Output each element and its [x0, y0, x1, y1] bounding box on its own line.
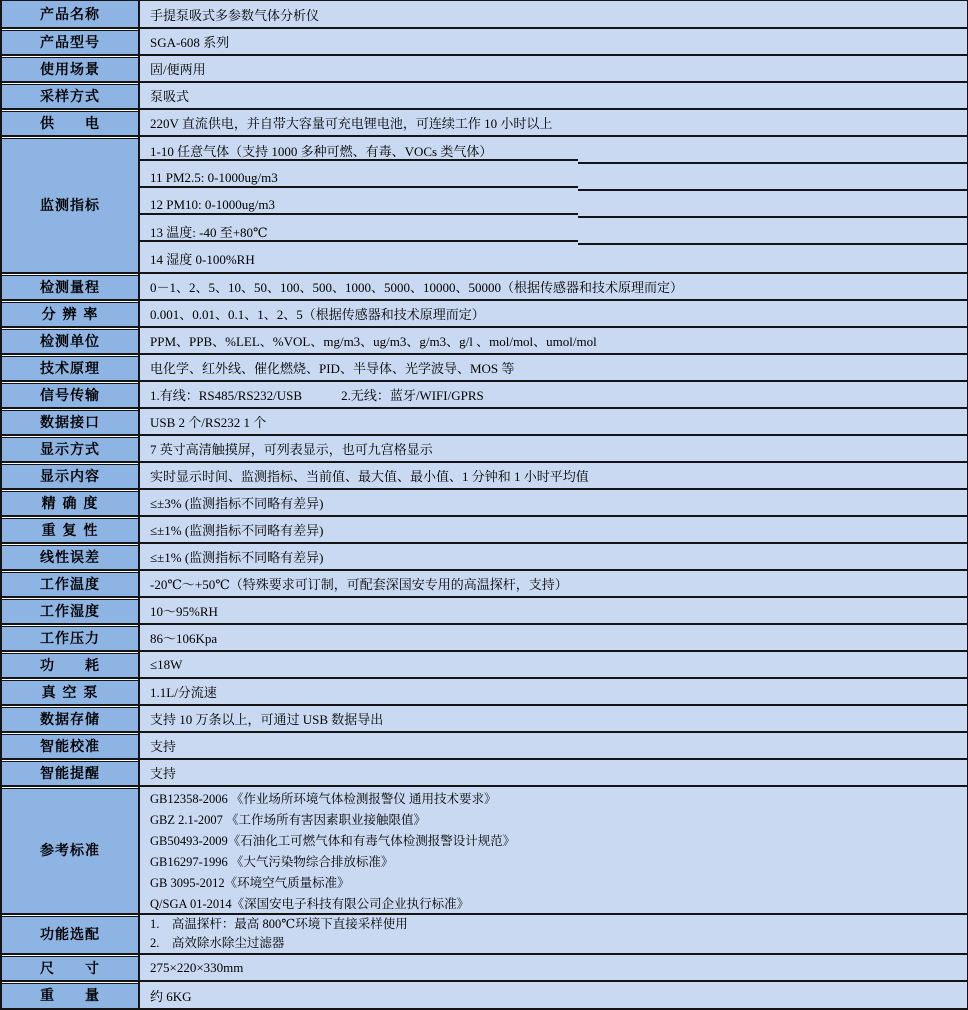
table-row [2, 434, 967, 461]
table-row [2, 272, 967, 299]
spec-value: 0.001、0.01、0.1、1、2、5（根据传感器和技术原理而定） [140, 301, 967, 326]
spec-value: 泵吸式 [140, 83, 967, 108]
spec-value: 支持 [140, 760, 967, 785]
spec-label: 功能选配 [2, 915, 140, 953]
spec-line: GB12358-2006 《作业场所环境气体检测报警仪 通用技术要求》 [150, 792, 497, 806]
spec-label: 检测量程 [2, 274, 140, 299]
spec-label: 重 复 性 [2, 517, 140, 542]
spec-value: SGA-608 系列 [140, 29, 967, 54]
spec-label: 检测单位 [2, 328, 140, 353]
table-row [2, 980, 967, 1008]
spec-label: 技术原理 [2, 355, 140, 380]
table-row [2, 461, 967, 488]
table-row [2, 326, 967, 353]
spec-label: 采样方式 [2, 83, 140, 108]
spec-label: 功 耗 [2, 652, 140, 677]
table-row [2, 135, 967, 272]
table-row [2, 1, 967, 27]
spec-value: 7 英寸高清触摸屏，可列表显示，也可九宫格显示 [140, 436, 967, 461]
table-row [2, 704, 967, 731]
spec-value: PPM、PPB、%LEL、%VOL、mg/m3、ug/m3、g/m3、g/l 、mol/mol、umol/mol [140, 328, 967, 353]
monitoring-subrow: 12 PM10: 0-1000ug/m3 [140, 191, 967, 218]
table-row [2, 542, 967, 569]
table-row [2, 515, 967, 542]
table-row [2, 913, 967, 953]
spec-label: 显示内容 [2, 463, 140, 488]
table-row [2, 81, 967, 108]
spec-label: 分 辨 率 [2, 301, 140, 326]
spec-label: 精 确 度 [2, 490, 140, 515]
spec-value: ≤±3% (监测指标不同略有差异) [140, 490, 967, 515]
spec-value: -20℃～+50℃（特殊要求可订制，可配套深国安专用的高温探杆，支持） [140, 571, 967, 596]
spec-value [140, 787, 967, 913]
spec-line: GBZ 2.1-2007 《工作场所有害因素职业接触限值》 [150, 813, 427, 827]
spec-value: 0－1、2、5、10、50、100、500、1000、5000、10000、50000（根据传感器和技术原理而定） [140, 274, 967, 299]
table-row [2, 953, 967, 980]
spec-value: 固/便两用 [140, 56, 967, 81]
spec-value: 220V 直流供电，并自带大容量可充电锂电池，可连续工作 10 小时以上 [140, 110, 967, 135]
table-row [2, 623, 967, 650]
table-row [2, 596, 967, 623]
table-row [2, 569, 967, 596]
table-row [2, 650, 967, 677]
table-row [2, 488, 967, 515]
spec-value: USB 2 个/RS232 1 个 [140, 409, 967, 434]
spec-line: 1. 高温探杆：最高 800℃环境下直接采样使用 [150, 917, 408, 931]
table-row [2, 677, 967, 704]
table-row [2, 108, 967, 135]
table-row [2, 353, 967, 380]
table-row [2, 54, 967, 81]
spec-label: 参考标准 [2, 787, 140, 913]
spec-label: 真 空 泵 [2, 679, 140, 704]
spec-value: 实时显示时间、监测指标、当前值、最大值、最小值、1 分钟和 1 小时平均值 [140, 463, 967, 488]
spec-value: 86～106Kpa [140, 625, 967, 650]
spec-label: 数据接口 [2, 409, 140, 434]
spec-value: 手提泵吸式多参数气体分析仪 [140, 1, 967, 27]
spec-line: GB50493-2009《石油化工可燃气体和有毒气体检测报警设计规范》 [150, 834, 516, 848]
table-row [2, 380, 967, 407]
monitoring-subrow: 14 湿度 0-100%RH [150, 252, 255, 267]
spec-label: 监测指标 [2, 137, 140, 272]
table-row [2, 27, 967, 54]
spec-line: 2. 高效除水除尘过滤器 [150, 936, 285, 950]
spec-label: 重 量 [2, 982, 140, 1008]
spec-label: 供 电 [2, 110, 140, 135]
spec-value [140, 137, 967, 272]
spec-value: 1.有线：RS485/RS232/USB 2.无线：蓝牙/WIFI/GPRS [140, 382, 967, 407]
spec-label: 信号传输 [2, 382, 140, 407]
spec-label: 产品名称 [2, 1, 140, 27]
spec-value: 10～95%RH [140, 598, 967, 623]
spec-line: Q/SGA 01-2014《深国安电子科技有限公司企业执行标准》 [150, 897, 470, 911]
spec-value: ≤±1% (监测指标不同略有差异) [140, 544, 967, 569]
spec-label: 显示方式 [2, 436, 140, 461]
table-row [2, 299, 967, 326]
spec-label: 工作温度 [2, 571, 140, 596]
spec-label: 智能校准 [2, 733, 140, 758]
monitoring-subrow: 1-10 任意气体（支持 1000 多种可燃、有毒、VOCs 类气体） [140, 137, 967, 164]
spec-label: 线性误差 [2, 544, 140, 569]
spec-value: 275×220×330mm [140, 955, 967, 980]
table-row [2, 785, 967, 913]
table-row [2, 758, 967, 785]
monitoring-subrow: 13 温度: -40 至+80℃ [140, 218, 967, 245]
spec-line: GB16297-1996 《大气污染物综合排放标准》 [150, 855, 394, 869]
spec-label: 尺 寸 [2, 955, 140, 980]
monitoring-subrow: 11 PM2.5: 0-1000ug/m3 [140, 164, 967, 191]
table-row [2, 407, 967, 434]
spec-value: 电化学、红外线、催化燃烧、PID、半导体、光学波导、MOS 等 [140, 355, 967, 380]
spec-value: 1.1L/分流速 [140, 679, 967, 704]
table-row [2, 731, 967, 758]
spec-label: 数据存储 [2, 706, 140, 731]
spec-value: ≤18W [140, 652, 967, 677]
spec-label: 工作压力 [2, 625, 140, 650]
spec-value: ≤±1% (监测指标不同略有差异) [140, 517, 967, 542]
spec-label: 产品型号 [2, 29, 140, 54]
spec-value: 支持 [140, 733, 967, 758]
spec-value [140, 915, 967, 953]
spec-label: 使用场景 [2, 56, 140, 81]
spec-value: 约 6KG [140, 982, 967, 1008]
spec-line: GB 3095-2012《环境空气质量标准》 [150, 876, 350, 890]
spec-label: 工作湿度 [2, 598, 140, 623]
spec-label: 智能提醒 [2, 760, 140, 785]
spec-value: 支持 10 万条以上，可通过 USB 数据导出 [140, 706, 967, 731]
